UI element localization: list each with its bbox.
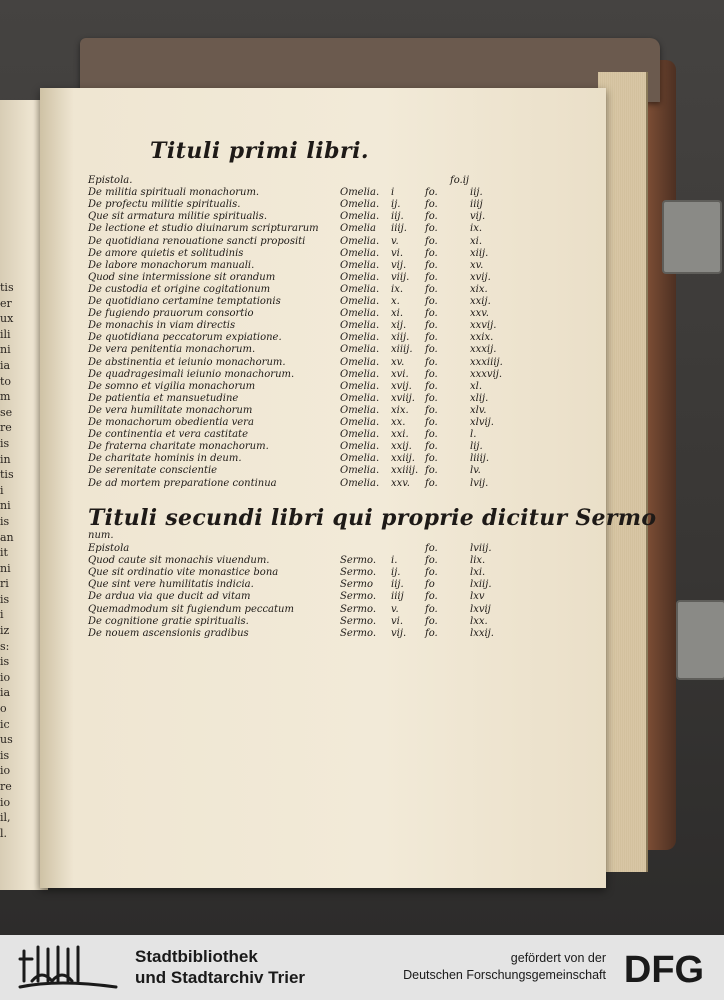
entry-kind: Omelia. xyxy=(340,283,380,295)
dfg-logo xyxy=(614,945,714,989)
left-page-fragment: io xyxy=(0,795,11,809)
entry-folio-label: fo. xyxy=(425,271,438,283)
entry-kind: Omelia. xyxy=(340,235,380,247)
entry-number: iij. xyxy=(391,211,404,223)
index-entry xyxy=(88,369,508,381)
entry-number: vij. xyxy=(391,259,407,271)
entry-title: Quemadmodum sit fugiendum peccatum xyxy=(88,603,294,615)
entry-number: i. xyxy=(391,555,398,567)
index-entry xyxy=(88,429,508,441)
entry-folio: lij. xyxy=(470,441,483,453)
entry-folio: lxxij. xyxy=(470,627,494,639)
entry-number: v. xyxy=(391,235,399,247)
entry-kind: Omelia. xyxy=(340,441,380,453)
entry-folio: lxvij xyxy=(470,603,491,615)
entry-kind: Omelia. xyxy=(340,404,380,416)
index-entry xyxy=(88,199,508,211)
entry-folio-label: fo. xyxy=(425,441,438,453)
entry-folio: xxxiiij. xyxy=(470,356,503,368)
metal-clasp-bottom xyxy=(676,600,724,680)
entry-folio-label: fo. xyxy=(425,308,438,320)
book2-heading-continuation: num. xyxy=(88,530,114,541)
entry-folio: l. xyxy=(470,429,477,441)
entry-number: iiij. xyxy=(391,223,407,235)
left-page-text-fragments xyxy=(0,280,16,841)
entry-folio: ix. xyxy=(470,223,483,235)
left-page-fragment: re xyxy=(0,780,12,793)
index-entry xyxy=(88,465,508,477)
index-entry xyxy=(88,332,508,344)
entry-kind: Omelia. xyxy=(340,477,380,489)
entry-folio-label: fo. xyxy=(425,543,438,554)
entry-folio-label: fo. xyxy=(425,199,438,211)
index-entry xyxy=(88,405,508,417)
entry-folio: xlij. xyxy=(470,392,489,404)
left-page-fragment: i xyxy=(0,483,4,497)
entry-title: Quod sine intermissione sit orandum xyxy=(88,271,276,283)
left-page-fragment: is xyxy=(0,655,10,669)
left-page-fragment: s: xyxy=(0,639,10,653)
left-page-fragment: ni xyxy=(0,499,11,513)
entry-kind: Omelia. xyxy=(340,453,380,465)
entry-title: Que sit armatura militie spiritualis. xyxy=(88,211,268,223)
entry-number: xviij. xyxy=(391,392,415,404)
entry-number: iij. xyxy=(391,579,404,591)
entry-kind: Omelia. xyxy=(340,271,380,283)
entry-kind: Sermo xyxy=(340,579,374,591)
index-entry xyxy=(88,604,508,616)
entry-folio: xl. xyxy=(470,380,483,392)
entry-folio-label: fo. xyxy=(425,627,438,639)
entry-folio: xvij. xyxy=(470,271,491,283)
entry-kind: Omelia. xyxy=(340,211,380,223)
entry-folio-label: fo. xyxy=(425,344,438,356)
entry-folio: xxxvij. xyxy=(470,368,503,380)
library-name-line2: und Stadtarchiv Trier xyxy=(135,968,306,987)
left-page-fragment: ia xyxy=(0,686,11,700)
entry-title: De militia spirituali monachorum. xyxy=(88,187,260,199)
index-entry xyxy=(88,579,508,591)
entry-kind: Sermo. xyxy=(340,591,377,603)
entry-folio-label: fo. xyxy=(425,615,438,627)
left-page-fragment: tis xyxy=(0,281,14,294)
entry-folio: xiij. xyxy=(470,247,489,259)
entry-folio: lv. xyxy=(470,465,481,477)
left-page-fragment: in xyxy=(0,452,11,466)
entry-kind: Sermo. xyxy=(340,627,377,639)
index-entry xyxy=(88,211,508,223)
left-page-fragment: to xyxy=(0,374,12,388)
index-entry xyxy=(88,441,508,453)
entry-folio: xxix. xyxy=(470,332,494,344)
index-entry xyxy=(88,567,508,579)
entry-title: De lectione et studio diuinarum scripturarum xyxy=(88,223,319,235)
entry-folio: lxv xyxy=(470,591,485,603)
entry-folio: xv. xyxy=(470,259,484,271)
entry-kind: Omelia xyxy=(340,223,376,235)
entry-number: xx. xyxy=(391,417,406,428)
entry-folio: xlvij. xyxy=(470,417,494,428)
entry-number: vij. xyxy=(391,627,407,639)
entry-title: De labore monachorum manuali. xyxy=(88,259,255,271)
entry-folio: xi. xyxy=(470,235,483,247)
library-logo-icon xyxy=(18,941,118,993)
left-page-fragment: il, xyxy=(0,811,11,825)
entry-title: De serenitate conscientie xyxy=(88,465,218,477)
index-entry xyxy=(88,478,508,490)
index-entry xyxy=(88,260,508,272)
metal-clasp-top xyxy=(662,200,722,274)
entry-folio-label: fo. xyxy=(425,211,438,223)
entry-title: Que sint vere humilitatis indicia. xyxy=(88,579,254,591)
entry-title: Quod caute sit monachis viuendum. xyxy=(88,555,270,567)
entry-title: De nouem ascensionis gradibus xyxy=(88,627,249,639)
entry-kind: Omelia. xyxy=(340,356,380,368)
left-page-fragment: l. xyxy=(0,826,8,840)
entry-folio: lvij. xyxy=(470,477,489,489)
left-page-fragment: iz xyxy=(0,624,10,638)
entry-folio: iiij xyxy=(470,199,483,211)
entry-title: De ardua via que ducit ad vitam xyxy=(88,591,251,603)
index-entry xyxy=(88,381,508,393)
entry-number: xxi. xyxy=(391,429,409,441)
index-entry xyxy=(88,628,508,640)
entry-folio: vij. xyxy=(470,211,486,223)
entry-kind: Omelia. xyxy=(340,417,380,428)
left-page-fragment: ri xyxy=(0,577,9,591)
entry-number: xxij. xyxy=(391,441,412,453)
entry-kind: Omelia. xyxy=(340,429,380,441)
index-entry xyxy=(88,453,508,465)
entry-kind: Omelia. xyxy=(340,187,380,199)
left-page-fragment: it xyxy=(0,546,8,560)
entry-title: De fraterna charitate monachorum. xyxy=(88,441,269,453)
left-page-fragment: ia xyxy=(0,358,11,372)
entry-folio-label: fo. xyxy=(425,235,438,247)
entry-folio-label: fo. xyxy=(425,555,438,567)
entry-title: De somno et vigilia monachorum xyxy=(88,380,256,392)
left-page-fragment: ni xyxy=(0,343,11,357)
footer-bar xyxy=(0,935,724,1000)
entry-folio: lxi. xyxy=(470,567,486,579)
index-entry xyxy=(88,320,508,332)
entry-number: vi. xyxy=(391,615,404,627)
entry-title: De custodia et origine cogitationum xyxy=(88,283,271,295)
library-name-line1: Stadtbibliothek xyxy=(135,947,258,966)
index-entry xyxy=(88,296,508,308)
entry-kind: Omelia. xyxy=(340,199,380,211)
entry-title: De vera humilitate monachorum xyxy=(88,404,253,416)
entry-folio-label: fo. xyxy=(425,320,438,332)
entry-folio-label: fo. xyxy=(425,453,438,465)
entry-folio: xxv. xyxy=(470,308,489,320)
entry-number: iiij xyxy=(391,591,404,603)
entry-title: De quotidiana renouatione sancti propositi xyxy=(88,235,306,247)
entry-folio: lix. xyxy=(470,555,486,567)
entry-number: ij. xyxy=(391,567,401,579)
entry-number: xi. xyxy=(391,308,404,320)
index-entry xyxy=(88,187,508,199)
entry-folio-label: fo. xyxy=(425,332,438,344)
entry-number: xv. xyxy=(391,356,405,368)
entry-folio-label: fo. xyxy=(425,465,438,477)
entry-kind: Sermo. xyxy=(340,603,377,615)
entry-title: De amore quietis et solitudinis xyxy=(88,247,244,259)
entry-folio-label: fo. xyxy=(425,259,438,271)
entry-number: xiiij. xyxy=(391,344,413,356)
entry-number: ix. xyxy=(391,283,404,295)
entry-kind: Sermo. xyxy=(340,567,377,579)
book2-heading: Tituli secundi libri qui proprie dicitur Sermo xyxy=(88,505,657,531)
index-entry xyxy=(88,236,508,248)
left-page-fragment: is xyxy=(0,514,10,528)
entry-number: xix. xyxy=(391,404,409,416)
entry-number: v. xyxy=(391,603,399,615)
left-page-fragment: ni xyxy=(0,561,11,575)
left-page-fragment: m xyxy=(0,390,11,404)
entry-kind: Omelia. xyxy=(340,368,380,380)
left-page-fragment: is xyxy=(0,592,10,606)
entry-kind: Omelia. xyxy=(340,332,380,344)
entry-kind: Sermo. xyxy=(340,615,377,627)
entry-number: xvij. xyxy=(391,380,412,392)
entry-title: De cognitione gratie spiritualis. xyxy=(88,615,249,627)
book1-heading: Tituli primi libri. xyxy=(150,138,370,164)
left-page-fragment: tis xyxy=(0,468,14,482)
entry-kind: Omelia. xyxy=(340,392,380,404)
index-entry xyxy=(88,357,508,369)
entry-kind: Omelia. xyxy=(340,247,380,259)
entry-number: xvi. xyxy=(391,368,409,380)
index-entry xyxy=(88,223,508,235)
entry-title: De monachis in viam directis xyxy=(88,320,236,332)
entry-folio-label: fo. xyxy=(425,603,438,615)
entry-title: De patientia et mansuetudine xyxy=(88,392,239,404)
entry-folio-label: fo. xyxy=(425,417,438,428)
left-page-fragment: se xyxy=(0,405,13,419)
entry-folio: liiij. xyxy=(470,453,490,465)
entry-title: De quotidiana peccatorum expiatione. xyxy=(88,332,282,344)
entry-folio-label: fo. xyxy=(425,187,438,199)
entry-folio-label: fo. xyxy=(425,296,438,307)
entry-kind: Omelia. xyxy=(340,308,380,320)
left-page-fragment: re xyxy=(0,421,12,435)
entry-kind: Omelia. xyxy=(340,465,380,477)
entry-folio: lxx. xyxy=(470,615,488,627)
entry-title: De monachorum obedientia vera xyxy=(88,417,254,428)
entry-folio: xix. xyxy=(470,283,488,295)
entry-folio-label: fo. xyxy=(425,567,438,579)
index-entry xyxy=(88,308,508,320)
entry-title: De ad mortem preparatione continua xyxy=(88,477,277,489)
entry-title: Epistola. xyxy=(88,175,133,186)
entry-title: De quotidiano certamine temptationis xyxy=(88,296,281,307)
left-page-fragment: is xyxy=(0,748,10,762)
index-entry xyxy=(88,591,508,603)
entry-folio-label: fo. xyxy=(425,356,438,368)
left-page-fragment: er xyxy=(0,296,12,310)
entry-folio-label: fo. xyxy=(425,223,438,235)
funding-line2: Deutschen Forschungsgemeinschaft xyxy=(403,968,606,982)
entry-number: xxv. xyxy=(391,477,410,489)
entry-folio: lxiij. xyxy=(470,579,492,591)
entry-title: De continentia et vera castitate xyxy=(88,429,248,441)
entry-title: De fugiendo prauorum consortio xyxy=(88,308,254,320)
entry-number: xij. xyxy=(391,320,407,332)
entry-number: viij. xyxy=(391,271,410,283)
index-entry xyxy=(88,417,508,429)
entry-folio-label: fo. xyxy=(425,368,438,380)
entry-title: De quadragesimali ieiunio monachorum. xyxy=(88,368,295,380)
entry-title: De profectu militie spiritualis. xyxy=(88,199,241,211)
index-entry xyxy=(88,248,508,260)
entry-folio-label: fo. xyxy=(425,247,438,259)
entry-folio-label: fo. xyxy=(425,283,438,295)
entry-folio-label: fo. xyxy=(425,404,438,416)
entry-folio: iij. xyxy=(470,187,483,199)
entry-number: x. xyxy=(391,296,400,307)
entry-kind: Omelia. xyxy=(340,344,380,356)
left-page-fragment: us xyxy=(0,733,13,747)
entry-title: De abstinentia et ieiunio monachorum. xyxy=(88,356,286,368)
index-entry xyxy=(88,555,508,567)
entry-kind: Omelia. xyxy=(340,320,380,332)
left-page-fragment: ili xyxy=(0,327,11,341)
left-page-fragment: io xyxy=(0,764,11,778)
index-entry xyxy=(88,284,508,296)
index-entry xyxy=(88,272,508,284)
entry-title: De charitate hominis in deum. xyxy=(88,453,242,465)
entry-folio-label: fo. xyxy=(425,429,438,441)
left-page-fragment: ic xyxy=(0,717,10,731)
entry-title: Que sit ordinatio vite monastice bona xyxy=(88,567,279,579)
entry-folio-label: fo. xyxy=(425,477,438,489)
entry-folio: xlv. xyxy=(470,404,487,416)
entry-folio: xxxij. xyxy=(470,344,497,356)
entry-number: xiij. xyxy=(391,332,410,344)
entry-folio-label: fo xyxy=(425,579,435,591)
entry-number: xxiiij. xyxy=(391,465,419,477)
page-note: fo.ij xyxy=(450,175,470,186)
entry-kind: Sermo. xyxy=(340,555,377,567)
entry-number: ij. xyxy=(391,199,401,211)
entry-kind: Omelia. xyxy=(340,296,380,307)
left-page-fragment: i xyxy=(0,608,4,622)
entry-folio-label: fo. xyxy=(425,392,438,404)
entry-title: De vera penitentia monachorum. xyxy=(88,344,256,356)
left-page-fragment: an xyxy=(0,530,14,544)
left-page-fragment: ux xyxy=(0,312,14,326)
entry-number: xxiij. xyxy=(391,453,415,465)
entry-folio: xxij. xyxy=(470,296,491,307)
index-entry xyxy=(88,393,508,405)
entry-title: Epistola xyxy=(88,543,130,554)
index-entry xyxy=(88,344,508,356)
left-page-fragment: io xyxy=(0,670,11,684)
entry-kind: Omelia. xyxy=(340,259,380,271)
entry-folio-label: fo. xyxy=(425,591,438,603)
index-entry xyxy=(88,616,508,628)
index-entry xyxy=(88,543,508,555)
dfg-logo-text: DFG xyxy=(623,949,705,989)
index-entry xyxy=(88,175,508,187)
left-page-fragment: o xyxy=(0,702,7,716)
left-page-fragment: is xyxy=(0,436,10,450)
entry-folio-label: fo. xyxy=(425,380,438,392)
entry-number: vi. xyxy=(391,247,404,259)
entry-kind: Omelia. xyxy=(340,380,380,392)
entry-folio: xxvij. xyxy=(470,320,497,332)
funding-line1: gefördert von der xyxy=(510,951,606,965)
entry-folio: lviij. xyxy=(470,543,492,554)
entry-number: i xyxy=(391,187,395,199)
